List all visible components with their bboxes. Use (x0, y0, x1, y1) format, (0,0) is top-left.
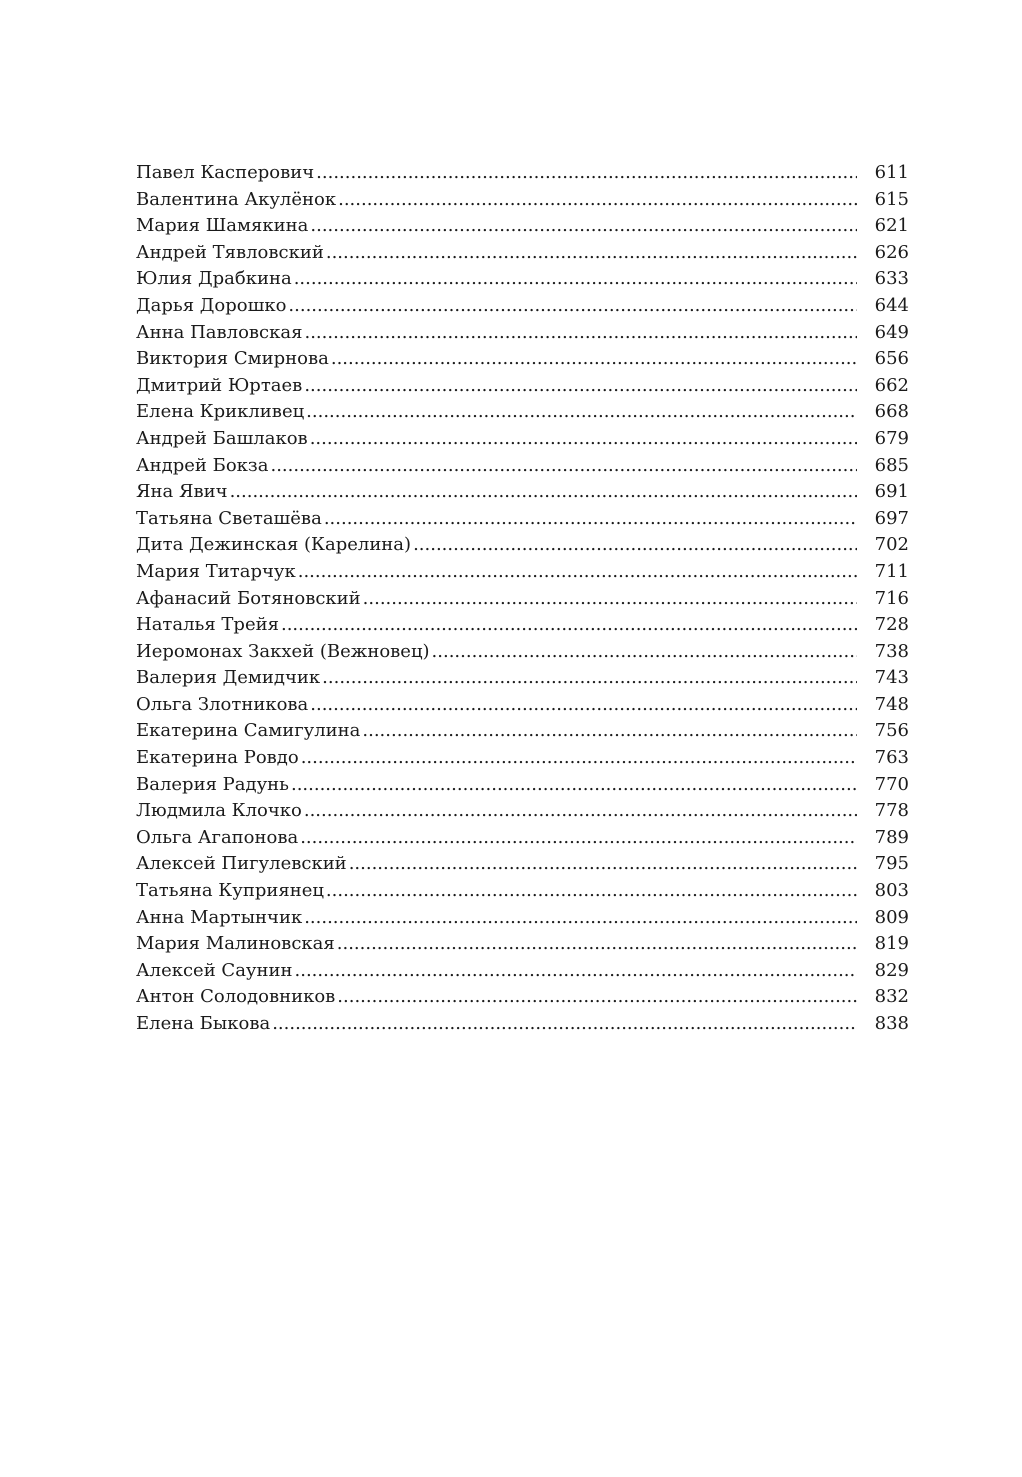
toc-entry-page: 668 (874, 401, 909, 423)
toc-entry-page: 621 (874, 215, 909, 237)
dot-leader (291, 772, 857, 799)
toc-entry-name: Антон Солодовников (136, 986, 336, 1008)
dot-leader (301, 745, 857, 772)
toc-entry[interactable] (136, 187, 909, 214)
toc-entry[interactable] (136, 532, 909, 559)
toc-entry-page: 763 (874, 747, 909, 769)
toc-entry-name: Андрей Башлаков (136, 427, 308, 449)
toc-entry-name: Дарья Дорошко (136, 294, 287, 316)
toc-entry-name: Дита Дежинская (Карелина) (136, 534, 412, 556)
toc-entry-name: Елена Крикливец (136, 401, 305, 423)
toc-entry-name: Андрей Бокза (136, 454, 269, 476)
toc-entry-name: Павел Касперович (136, 162, 315, 183)
toc-entry[interactable] (136, 718, 909, 745)
toc-entry-page: 716 (874, 587, 909, 609)
toc-entry[interactable] (136, 506, 909, 533)
toc-entry-page: 743 (874, 667, 909, 689)
toc-entry[interactable] (136, 958, 909, 985)
toc-entry-page: 803 (874, 880, 909, 902)
toc-entry[interactable] (136, 399, 909, 426)
toc-entry-name: Анна Павловская (136, 321, 303, 343)
dot-leader (322, 665, 857, 692)
dot-leader (324, 506, 857, 533)
toc-entry-page: 702 (874, 534, 909, 556)
toc-entry[interactable] (136, 798, 909, 825)
toc-entry-name: Иеромонах Закхей (Вежновец) (136, 640, 430, 662)
toc-entry-page: 685 (874, 454, 909, 476)
toc-entry-name: Андрей Тявловский (136, 241, 324, 263)
toc-entry[interactable] (136, 346, 909, 373)
toc-entry-name: Людмила Клочко (136, 800, 302, 822)
dot-leader (288, 293, 857, 320)
toc-entry[interactable] (136, 905, 909, 932)
toc-entry-page: 778 (874, 800, 909, 822)
toc-entry-name: Ольга Агапонова (136, 826, 299, 848)
dot-leader (316, 160, 857, 187)
toc-entry-page: 611 (874, 162, 909, 183)
dot-leader (230, 479, 857, 506)
toc-entry-name: Мария Шамякина (136, 215, 309, 237)
dot-leader (326, 878, 857, 905)
toc-entry-name: Алексей Саунин (136, 959, 293, 981)
toc-entry-page: 738 (874, 640, 909, 662)
toc-entry-name: Валентина Акулёнок (136, 188, 337, 210)
toc-entry[interactable] (136, 453, 909, 480)
toc-entry-page: 770 (874, 773, 909, 795)
toc-entry[interactable] (136, 665, 909, 692)
dot-leader (304, 798, 857, 825)
toc-entry-page: 656 (874, 348, 909, 370)
dot-leader (306, 399, 857, 426)
toc-entry-name: Татьяна Куприянец (136, 880, 324, 902)
dot-leader (310, 426, 857, 453)
toc-entry-page: 756 (874, 720, 909, 742)
dot-leader (338, 187, 857, 214)
toc-entry-name: Юлия Драбкина (136, 268, 292, 290)
toc-entry-name: Алексей Пигулевский (136, 853, 347, 875)
toc-entry-page: 697 (874, 507, 909, 529)
toc-entry[interactable] (136, 559, 909, 586)
toc-entry-page: 789 (874, 826, 909, 848)
dot-leader (295, 958, 857, 985)
toc-entry-page: 728 (874, 614, 909, 636)
dot-leader (304, 320, 857, 347)
toc-entry-name: Афанасий Ботяновский (136, 587, 361, 609)
toc-entry-name: Мария Малиновская (136, 933, 335, 955)
dot-leader (310, 213, 857, 240)
toc-entry-page: 832 (874, 986, 909, 1008)
toc-entry-page: 644 (874, 294, 909, 316)
dot-leader (310, 692, 857, 719)
dot-leader (331, 346, 857, 373)
toc-entry-name: Валерия Демидчик (136, 667, 321, 689)
toc-entry-page: 829 (874, 959, 909, 981)
toc-entry-page: 691 (874, 481, 909, 503)
toc-entry-page: 819 (874, 933, 909, 955)
toc-entry-page: 662 (874, 374, 909, 396)
toc-entry-name: Дмитрий Юртаев (136, 374, 303, 396)
dot-leader (272, 1011, 857, 1038)
toc-entry[interactable] (136, 1011, 909, 1038)
toc-entry[interactable] (136, 878, 909, 905)
toc-entry[interactable] (136, 984, 909, 1011)
toc-entry[interactable] (136, 772, 909, 799)
toc-entry-page: 795 (874, 853, 909, 875)
toc-entry-page: 649 (874, 321, 909, 343)
toc-entry[interactable] (136, 692, 909, 719)
toc-entry[interactable] (136, 213, 909, 240)
toc-entry[interactable] (136, 586, 909, 613)
toc-entry[interactable] (136, 745, 909, 772)
toc-entry[interactable] (136, 160, 909, 187)
toc-entry-page: 615 (874, 188, 909, 210)
toc-entry-name: Ольга Злотникова (136, 693, 309, 715)
dot-leader (300, 825, 857, 852)
toc-entry-page: 748 (874, 693, 909, 715)
dot-leader (326, 240, 857, 267)
toc-entry[interactable] (136, 479, 909, 506)
toc-entry-page: 633 (874, 268, 909, 290)
dot-leader (304, 905, 857, 932)
toc-entry-name: Валерия Радунь (136, 773, 289, 795)
toc-entry[interactable] (136, 612, 909, 639)
table-of-contents (136, 160, 909, 1038)
toc-entry[interactable] (136, 426, 909, 453)
toc-entry-page: 809 (874, 906, 909, 928)
toc-entry-name: Наталья Трейя (136, 614, 279, 636)
toc-entry-name: Виктория Смирнова (136, 348, 329, 370)
toc-entry[interactable] (136, 240, 909, 267)
dot-leader (281, 612, 857, 639)
toc-entry[interactable] (136, 931, 909, 958)
toc-entry-name: Елена Быкова (136, 1013, 271, 1034)
dot-leader (337, 931, 857, 958)
dot-leader (363, 586, 857, 613)
dot-leader (337, 984, 857, 1011)
dot-leader (413, 532, 857, 559)
dot-leader (298, 559, 857, 586)
toc-entry-page: 626 (874, 241, 909, 263)
toc-entry[interactable] (136, 851, 909, 878)
toc-entry[interactable] (136, 320, 909, 347)
dot-leader (270, 453, 857, 480)
dot-leader (362, 718, 857, 745)
dot-leader (304, 373, 857, 400)
dot-leader (294, 266, 857, 293)
toc-entry-name: Екатерина Самигулина (136, 720, 361, 742)
toc-entry[interactable] (136, 266, 909, 293)
toc-entry[interactable] (136, 825, 909, 852)
toc-entry-page: 679 (874, 427, 909, 449)
toc-entry-page: 711 (874, 560, 909, 582)
toc-entry-name: Анна Мартынчик (136, 906, 303, 928)
toc-entry[interactable] (136, 373, 909, 400)
toc-entry[interactable] (136, 639, 909, 666)
dot-leader (432, 639, 857, 666)
toc-entry-name: Яна Явич (136, 481, 228, 503)
toc-entry-name: Татьяна Светашёва (136, 507, 322, 529)
toc-entry[interactable] (136, 293, 909, 320)
dot-leader (349, 851, 857, 878)
toc-entry-name: Мария Титарчук (136, 560, 296, 582)
toc-entry-name: Екатерина Ровдо (136, 747, 299, 769)
toc-entry-page: 838 (874, 1013, 909, 1034)
